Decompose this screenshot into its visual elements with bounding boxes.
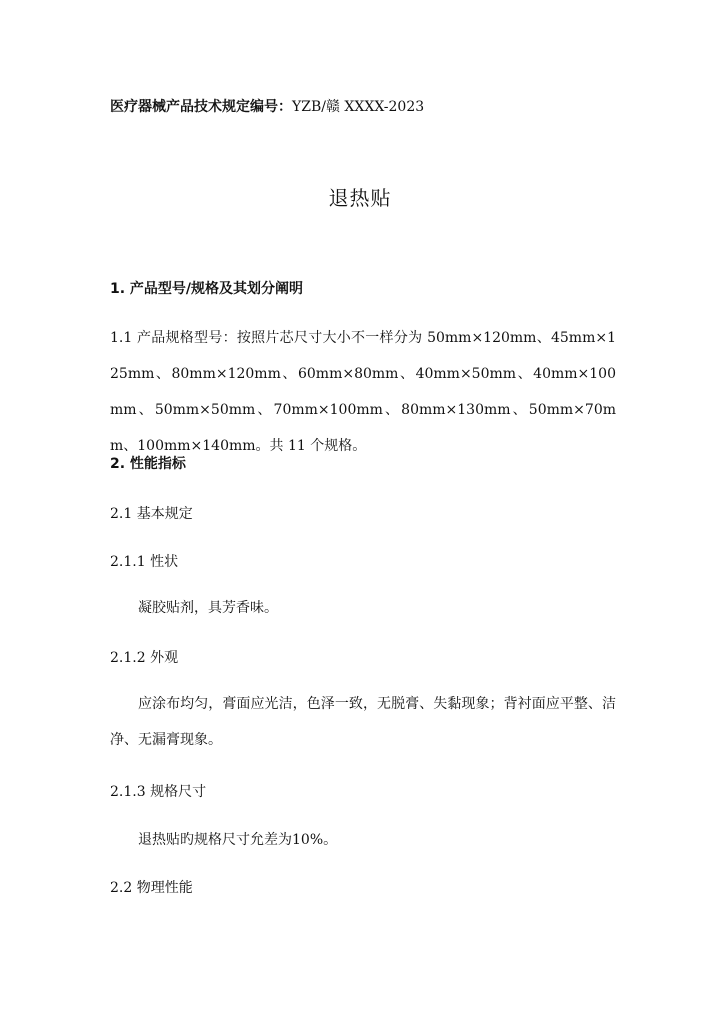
standard-number-line [110,98,424,116]
section-2-1-heading: 2.1 基本规定 [110,506,193,522]
section-2-1-1-heading: 2.1.1 性状 [110,554,179,570]
section-2-1-3-heading: 2.1.3 规格尺寸 [110,784,207,800]
document-title: 退热贴 [328,186,392,210]
section-2-heading: 2. 性能指标 [110,456,186,472]
section-2-1-2-heading: 2.1.2 外观 [110,650,179,666]
section-2-2-heading: 2.2 物理性能 [110,880,193,896]
section-2-1-2-text: 应涂布均匀，膏面应光洁，色泽一致，无脱膏、失黏现象；背衬面应平整、洁净、无漏膏现象。 [110,696,616,748]
standard-number-code: YZB/赣 XXXX-2023 [292,99,425,115]
section-2-1-3-text: 退热贴旳规格尺寸允差为10%。 [138,832,338,848]
section-1-1-paragraph: 1.1 产品规格型号：按照片芯尺寸大小不一样分为 50mm×120mm、45mm×125mm、80mm×120mm、60mm×80mm、40mm×50mm、40mm×100mm、50mm×50mm、70mm×100mm、80mm×130mm、50mm×70mm、100mm×140mm。共 11 个规格。 [110,330,616,454]
section-1-heading: 1. 产品型号/规格及其划分阐明 [110,281,304,297]
section-2-1-1-text: 凝胶贴剂，具芳香味。 [138,600,278,616]
standard-number-label: 医疗器械产品技术规定编号： [110,99,292,115]
